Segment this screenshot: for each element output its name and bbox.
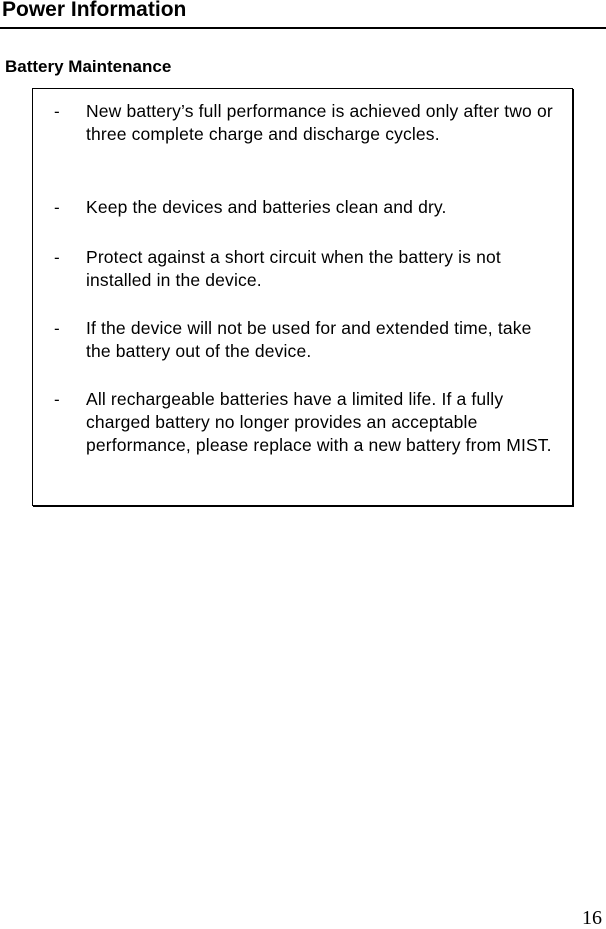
bullet-text: Protect against a short circuit when the battery is not installed in the device. [86, 247, 501, 290]
page-header [0, 0, 606, 29]
bullet-marker: - [54, 319, 60, 338]
page-number: 16 [582, 907, 602, 929]
battery-maintenance-box [32, 88, 573, 506]
bullet-marker: - [54, 198, 60, 217]
bullet-text: If the device will not be used for and extended time, take the battery out of the device. [86, 318, 532, 361]
section-heading: Battery Maintenance [5, 57, 172, 76]
bullet-text: All rechargeable batteries have a limited life. If a fully charged battery no longer provides an acceptable performance, please replace with a new battery from MIST. [86, 389, 552, 455]
bullet-marker: - [54, 248, 60, 267]
page-title: Power Information [2, 0, 187, 21]
bullet-text: Keep the devices and batteries clean and dry. [86, 197, 447, 217]
bullet-marker: - [54, 102, 60, 121]
bullet-marker: - [54, 390, 60, 409]
bullet-text: New battery’s full performance is achieved only after two or three complete charge and discharge cycles. [86, 101, 553, 144]
